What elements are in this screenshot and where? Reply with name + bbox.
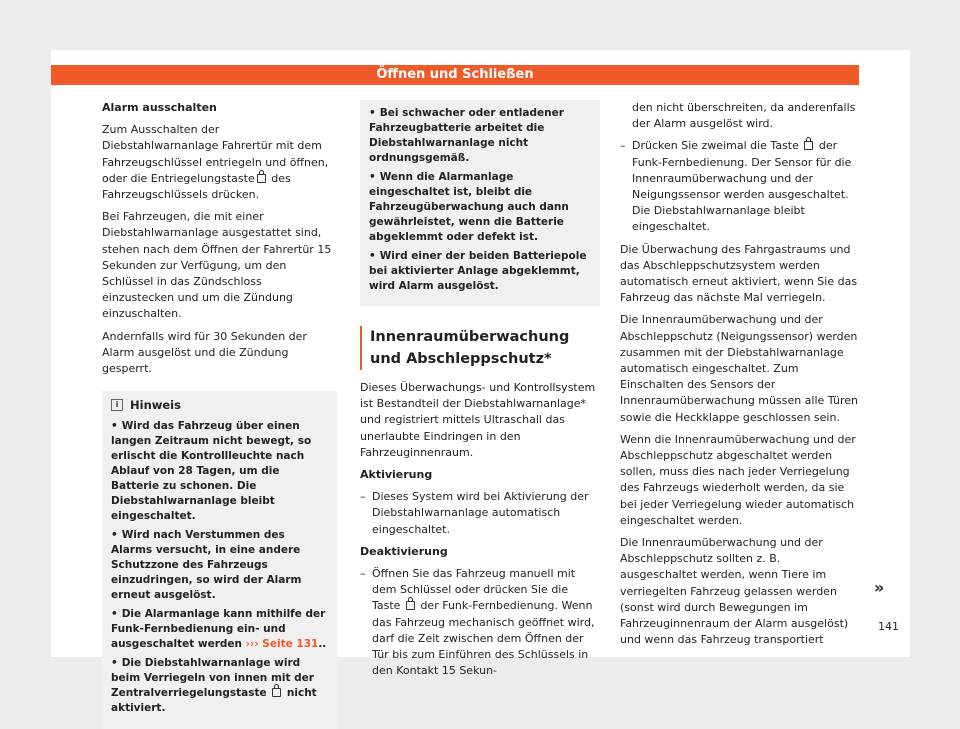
list-item: • Wird das Fahrzeug über einen langen Zeitraum nicht bewegt, so erlischt die Kontrollleuchte nach Ablauf von 28 Tagen, um die Batterie zu schonen. Die Diebstahlwarnanlage bleibt eingeschaltet. (111, 420, 312, 523)
section-title: Innenraumüberwachung und Abschleppschutz* (360, 326, 600, 370)
unlock-key-icon (406, 601, 415, 610)
list-item: • Wenn die Alarmanlage eingeschaltet ist, bleibt die Fahrzeugüberwachung auch dann gewährleistet, wenn die Batterie abgeklemmt oder defekt ist. (369, 171, 569, 243)
paragraph: den nicht überschreiten, da anderenfalls der Alarm ausgelöst wird. (632, 101, 856, 131)
page-number: 141 (878, 620, 899, 633)
list-item: – Öffnen Sie das Fahrzeug manuell mit dem Schlüssel oder drücken Sie die Taste der Funk-Fernbedienung. Wenn das Fahrzeug mechanisch geöffnet wird, darf die Zeit zwischen dem Öffnen der Tür bis zum Einführen des Schlüssels in den Kontakt 15 Sekun- (360, 567, 595, 678)
section-heading-alarm-off: Alarm ausschalten (102, 101, 217, 114)
column-2 (360, 100, 600, 685)
unlock-key-icon (257, 174, 266, 183)
page-reference-link[interactable]: ››› Seite 131 (245, 638, 319, 651)
hint-title: i Hinweis (111, 397, 328, 413)
column-1 (102, 100, 337, 729)
list-item: • Die Alarmanlage kann mithilfe der Funk-Fernbedienung ein- und ausgeschaltet werden ››› Seite 131.. (111, 608, 327, 651)
subheading-deactivation: Deaktivierung (360, 544, 448, 558)
continue-arrow-icon: » (874, 578, 885, 597)
paragraph: Die Innenraumüberwachung und der Abschleppschutz (Neigungssensor) werden zusammen mit der Diebstahlwarnanlage automatisch eingeschaltet. Zum Einschalten des Sensors der Innenraumüberwachung müssen alle Türen sowie die Heckklappe geschlossen sein. (620, 313, 859, 424)
list-item: – Drücken Sie zweimal die Taste der Funk-Fernbedienung. Der Sensor für die Innenraumüberwachung und der Neigungssensor werden ausgeschaltet. Die Diebstahlwarnanlage bleibt eingeschaltet. (620, 139, 852, 234)
paragraph: Wenn die Innenraumüberwachung und der Abschleppschutz abgeschaltet werden sollen, muss dies nach jeder Verriegelung des Fahrzeugs wiederholt werden, da sie bei jeder Verriegelung wieder automatisch eingeschaltet werden. (620, 432, 856, 527)
paragraph: Die Überwachung des Fahrgastraums und das Abschleppschutzsystem werden automatisch erneut aktiviert, wenn Sie das Fahrzeug das nächste Mal verriegeln. (620, 242, 858, 305)
list-item: • Wird einer der beiden Batteriepole bei aktivierter Anlage abgeklemmt, wird Alarm ausgelöst. (369, 250, 587, 292)
list-item: • Die Diebstahlwarnanlage wird beim Verriegeln von innen mit der Zentralverriegelungstaste nicht aktiviert. (111, 657, 317, 715)
subheading-activation: Aktivierung (360, 468, 433, 482)
list-item: – Dieses System wird bei Aktivierung der Diebstahlwarnanlage automatisch eingeschaltet. (360, 490, 589, 536)
list-item: • Bei schwacher oder entladener Fahrzeugbatterie arbeitet die Diebstahlwarnanlage nicht ordnungsgemäß. (369, 107, 564, 164)
paragraph: Zum Ausschalten der Diebstahlwarnanlage Fahrertür mit dem Fahrzeugschlüssel entriegeln und öffnen, oder die Entriegelungstaste des Fahrzeugschlüssels drücken. (102, 123, 329, 202)
list-item: • Wird nach Verstummen des Alarms versucht, in eine andere Schutzzone des Fahrzeugs einzudringen, so wird der Alarm erneut ausgelöst. (111, 529, 302, 602)
paragraph: Andernfalls wird für 30 Sekunden der Alarm ausgelöst und die Zündung gesperrt. (102, 329, 307, 376)
lock-key-icon (272, 688, 281, 697)
column-3 (620, 100, 860, 655)
hint-list (111, 419, 328, 716)
hint-box (102, 391, 337, 729)
paragraph: Die Innenraumüberwachung und der Abschleppschutz sollten z. B. ausgeschaltet werden, wenn Tiere im verriegelten Fahrzeug gelassen werden (sonst wird durch Bewegungen im Fahrzeuginnenraum der Alarm ausgelöst) und wenn das Fahrzeug transportiert (620, 536, 849, 647)
warning-box (360, 100, 600, 306)
paragraph: Dieses Überwachungs- und Kontrollsystem ist Bestandteil der Diebstahlwarnanlage* und registriert mittels Ultraschall das unerlaubte Eindringen in den Fahrzeuginnenraum. (360, 381, 596, 459)
lock-key-icon (804, 141, 813, 150)
warning-list (369, 106, 591, 294)
info-icon: i (111, 399, 123, 411)
paragraph: Bei Fahrzeugen, die mit einer Diebstahlwarnanlage ausgestattet sind, stehen nach dem Öffnen der Fahrertür 15 Sekunden zur Verfügung, um den Schlüssel in das Zündschloss einzustecken und um die Zündung einzuschalten. (102, 210, 332, 321)
chapter-header: Öffnen und Schließen (51, 65, 859, 85)
